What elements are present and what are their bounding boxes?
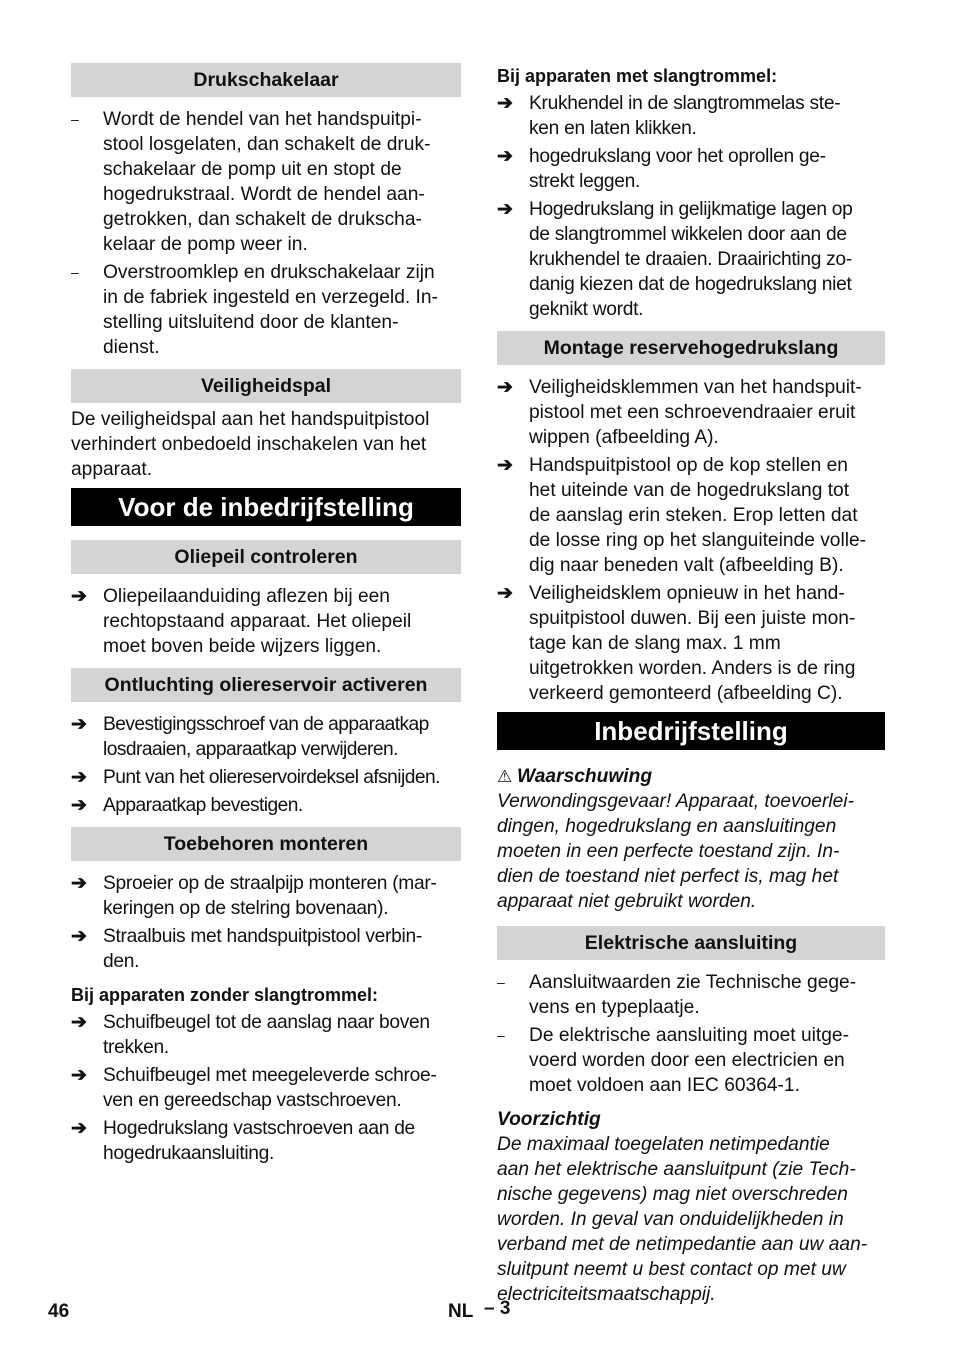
list-item-line: danig kiezen dat de hogedrukslang niet [529,274,852,295]
list-item [497,91,885,141]
drukschakelaar-list [71,107,461,360]
list-item-line: Oliepeilaanduiding aflezen bij een [103,586,390,607]
list-item-line: de slangtrommel wikkelen door aan de [529,224,847,245]
caution-label: Voorzichtig [497,1109,601,1130]
list-item [71,765,461,790]
list-item-line: tage kan de slang max. 1 mm [529,633,781,654]
list-item [71,1116,461,1166]
list-item-line: verkeerd gemonteerd (afbeelding C). [529,683,843,704]
list-item-line: De elektrische aansluiting moet uitge- [529,1025,849,1046]
arrow-bullet-icon: ➔ [71,1118,87,1139]
list-item-line: rechtopstaand apparaat. Het oliepeil [103,611,412,632]
list-item-line: getrokken, dan schakelt de drukscha- [103,209,422,230]
list-item-line: de aanslag erin steken. Erop letten dat [529,505,858,526]
list-item-line: losdraaien, apparaatkap verwijderen. [103,739,398,760]
major-heading-inbedrijfstelling: Inbedrijfstelling [497,712,885,750]
list-item-line: Hogedrukslang in gelijkmatige lagen op [529,199,853,220]
list-item [497,970,885,1020]
list-item-line: Aansluitwaarden zie Technische gege- [529,972,857,993]
list-item-line: Veiligheidsklem opnieuw in het hand- [529,583,845,604]
dash-bullet: – [71,264,79,280]
arrow-bullet-icon: ➔ [497,146,513,167]
section-heading-veiligheidspal: Veiligheidspal [71,369,461,403]
list-item-line: keringen op de stelring bovenaan). [103,898,389,919]
list-item-line: Bevestigingsschroef van de apparaatkap [103,714,429,735]
dash-bullet: – [497,974,505,990]
list-item [71,924,461,974]
warning-text [497,789,885,914]
list-item-line: stool losgelaten, dan schakelt de druk- [103,134,431,155]
sub-page-number: – 3 [484,1298,511,1319]
arrow-bullet-icon: ➔ [71,714,87,735]
warning-label-row [497,764,885,789]
section-heading-montage: Montage reservehogedrukslang [497,331,885,365]
list-item-line: hogedrukslang voor het oprollen ge- [529,146,826,167]
section-heading-elektrisch: Elektrische aansluiting [497,926,885,960]
veiligheidspal-text [71,407,461,482]
list-item [497,197,885,322]
section-heading-drukschakelaar: Drukschakelaar [71,63,461,97]
list-item-line: moet voldoen aan IEC 60364-1. [529,1075,800,1096]
dash-bullet: – [497,1027,505,1043]
list-item [71,712,461,762]
montage-list [497,375,885,706]
text-line: dingen, hogedrukslang en aansluitingen [497,816,837,837]
right-column [497,64,885,1313]
left-column [71,63,461,1169]
section-heading-toebehoren: Toebehoren monteren [71,827,461,861]
list-item [497,375,885,450]
arrow-bullet-icon: ➔ [497,583,513,604]
text-line: De maximaal toegelaten netimpedantie [497,1134,830,1155]
list-item-line: hogedrukstraal. Wordt de hendel aan- [103,184,425,205]
arrow-bullet-icon: ➔ [497,455,513,476]
list-item-line: Schuifbeugel tot de aanslag naar boven [103,1012,430,1033]
arrow-bullet-icon: ➔ [497,377,513,398]
text-line: verband met de netimpedantie aan uw aan- [497,1234,868,1255]
list-item-line: ven en gereedschap vastschroeven. [103,1090,402,1111]
arrow-bullet-icon: ➔ [497,93,513,114]
list-item-line: den. [103,951,140,972]
text-line: moeten in een perfecte toestand zijn. In- [497,841,840,862]
list-item-line: krukhendel te draaien. Draairichting zo- [529,249,852,270]
major-heading-voor-inbedrijfstelling: Voor de inbedrijfstelling [71,488,461,526]
list-item [497,144,885,194]
list-item [71,584,461,659]
list-item-line: het uiteinde van de hogedrukslang tot [529,480,850,501]
section-heading-oliepeil: Oliepeil controleren [71,540,461,574]
text-line: apparaat. [71,459,153,480]
list-item [497,581,885,706]
list-item-line: stelling uitsluitend door de klanten- [103,312,399,333]
list-item-line: uitgetrokken worden. Anders is de ring [529,658,856,679]
text-line: Verwondingsgevaar! Apparaat, toevoerlei- [497,791,854,812]
text-line: verhindert onbedoeld inschakelen van het [71,434,427,455]
list-item-line: voerd worden door een electricien en [529,1050,845,1071]
list-item-line: ken en laten klikken. [529,118,697,139]
warning-label: Waarschuwing [517,766,653,787]
list-item-line: Apparaatkap bevestigen. [103,795,303,816]
list-item-line: Veiligheidsklemmen van het handspuit- [529,377,862,398]
text-line: electriciteitsmaatschappij. [497,1284,716,1305]
text-line: apparaat niet gebruikt worden. [497,891,757,912]
list-item [71,260,461,360]
list-item-line: Krukhendel in de slangtrommelas ste- [529,93,841,114]
ontluchting-list [71,712,461,818]
list-item-line: de losse ring op het slanguiteinde volle- [529,530,867,551]
list-item [71,1063,461,1113]
arrow-bullet-icon: ➔ [71,795,87,816]
arrow-bullet-icon: ➔ [497,199,513,220]
list-item-line: Hogedrukslang vastschroeven aan de [103,1118,415,1139]
section-heading-ontluchting: Ontluchting oliereservoir activeren [71,668,461,702]
list-item-line: Punt van het oliereservoirdeksel afsnijden. [103,767,440,788]
list-item [497,453,885,578]
met-slangtrommel-label: Bij apparaten met slangtrommel: [497,66,778,86]
list-item [71,1010,461,1060]
list-item-line: geknikt wordt. [529,299,644,320]
list-item-line: schakelaar de pomp uit en stopt de [103,159,402,180]
list-item-line: Straalbuis met handspuitpistool verbin- [103,926,422,947]
list-item-line: Handspuitpistool op de kop stellen en [529,455,848,476]
arrow-bullet-icon: ➔ [71,1065,87,1086]
zonder-slangtrommel-label: Bij apparaten zonder slangtrommel: [71,985,379,1005]
list-item [71,793,461,818]
language-code: NL [448,1301,474,1322]
list-item-line: moet boven beide wijzers liggen. [103,636,382,657]
text-line: nische gegevens) mag niet overschreden [497,1184,848,1205]
list-item-line: dienst. [103,337,160,358]
elektrisch-list [497,970,885,1098]
page-number: 46 [48,1301,70,1322]
list-item-line: trekken. [103,1037,169,1058]
text-line: aan het elektrische aansluitpunt (zie Tech- [497,1159,856,1180]
arrow-bullet-icon: ➔ [71,926,87,947]
arrow-bullet-icon: ➔ [71,767,87,788]
text-line: worden. In geval van onduidelijkheden in [497,1209,844,1230]
list-item-line: in de fabriek ingesteld en verzegeld. In- [103,287,438,308]
arrow-bullet-icon: ➔ [71,873,87,894]
arrow-bullet-icon: ➔ [71,586,87,607]
list-item [497,1023,885,1098]
list-item-line: Schuifbeugel met meegeleverde schroe- [103,1065,437,1086]
list-item-line: kelaar de pomp weer in. [103,234,308,255]
met-slangtrommel-list [497,91,885,322]
warning-triangle-icon: ⚠ [497,767,513,786]
text-line: De veiligheidspal aan het handspuitpistool [71,409,430,430]
list-item-line: wippen (afbeelding A). [529,427,719,448]
oliepeil-list [71,584,461,659]
list-item-line: vens en typeplaatje. [529,997,700,1018]
list-item-line: pistool met een schroevendraaier eruit [529,402,856,423]
list-item [71,107,461,257]
toebehoren-list [71,871,461,974]
list-item-line: hogedrukaansluiting. [103,1143,275,1164]
list-item [71,871,461,921]
list-item-line: Wordt de hendel van het handspuitpi- [103,109,422,130]
zonder-slangtrommel-list [71,1010,461,1166]
list-item-line: strekt leggen. [529,171,640,192]
caution-text [497,1132,885,1307]
arrow-bullet-icon: ➔ [71,1012,87,1033]
text-line: dien de toestand niet perfect is, mag het [497,866,839,887]
text-line: sluitpunt neemt u best contact op met uw [497,1259,846,1280]
list-item-line: dig naar beneden valt (afbeelding B). [529,555,844,576]
dash-bullet: – [71,111,79,127]
list-item-line: Overstroomklep en drukschakelaar zijn [103,262,435,283]
list-item-line: spuitpistool duwen. Bij een juiste mon- [529,608,856,629]
list-item-line: Sproeier op de straalpijp monteren (mar- [103,873,437,894]
